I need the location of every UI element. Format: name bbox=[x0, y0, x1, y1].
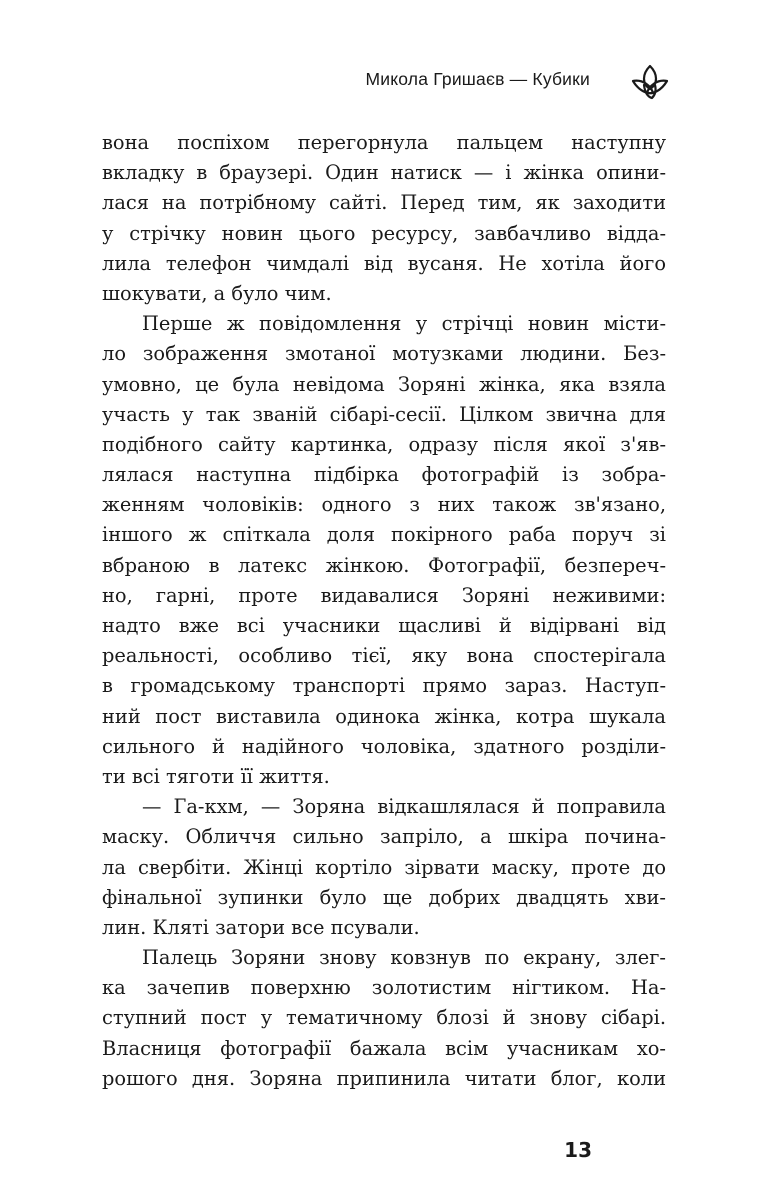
text-line: лила телефон чимдалі від вусаня. Не хотіла його bbox=[102, 251, 666, 275]
text-line: фінальної зупинки було ще добрих двадцять хви- bbox=[102, 885, 666, 909]
text-line: у стрічку новин цього ресурсу, завбачливо відда- bbox=[102, 221, 666, 245]
body-text bbox=[102, 128, 666, 1094]
text-line: Перше ж повідомлення у стрічці новин місти- bbox=[142, 312, 666, 336]
text-line: ка зачепив поверхню золотистим нігтиком. На- bbox=[102, 976, 666, 1000]
text-line: шокувати, а було чим. bbox=[102, 281, 332, 305]
text-line: — Га-кхм, — Зоряна відкашлялася й поправила bbox=[142, 795, 666, 819]
text-line: ла свербіти. Жінці кортіло зірвати маску, проте до bbox=[102, 855, 666, 879]
text-line: вбраною в латекс жінкою. Фотографії, безпереч- bbox=[102, 553, 666, 577]
text-line: Палець Зоряни знову ковзнув по екрану, злег- bbox=[142, 946, 666, 970]
text-line: участь у так званій сібарі-сесії. Цілком звична для bbox=[102, 402, 666, 426]
triquetra-knot-icon bbox=[631, 64, 669, 100]
text-line: лася на потрібному сайті. Перед тим, як заходити bbox=[102, 191, 666, 215]
text-line: умовно, це була невідома Зоряні жінка, яка взяла bbox=[102, 372, 666, 396]
text-line: сильного й надійного чоловіка, здатного розділи- bbox=[102, 734, 666, 758]
running-header bbox=[0, 64, 768, 100]
text-line: ступний пост у тематичному блозі й знову сібарі. bbox=[102, 1006, 666, 1030]
text-line: маску. Обличчя сильно запріло, а шкіра почина- bbox=[102, 825, 666, 849]
text-line: Власниця фотографії бажала всім учасникам хо- bbox=[102, 1036, 666, 1060]
text-line: ти всі тяготи її життя. bbox=[102, 764, 330, 788]
text-line: но, гарні, проте видавалися Зоряні неживими: bbox=[102, 583, 666, 607]
text-line: лин. Кляті затори все псували. bbox=[102, 915, 420, 939]
text-line: рошого дня. Зоряна припинила читати блог, коли bbox=[102, 1066, 666, 1090]
text-line: іншого ж спіткала доля покірного раба поруч зі bbox=[102, 523, 666, 547]
page-number: 13 bbox=[564, 1138, 592, 1162]
text-line: лялася наступна підбірка фотографій із зобра- bbox=[102, 463, 666, 487]
text-line: ний пост виставила одинока жінка, котра шукала bbox=[102, 704, 666, 728]
text-line: вкладку в браузері. Один натиск — і жінка опини- bbox=[102, 161, 666, 185]
text-line: подібного сайту картинка, одразу після якої з'яв- bbox=[102, 432, 666, 456]
text-line: реальності, особливо тієї, яку вона спостерігала bbox=[102, 644, 666, 668]
running-head-title: Микола Гришаєв — Кубики bbox=[365, 69, 590, 89]
text-line: в громадському транспорті прямо зараз. Наступ- bbox=[102, 674, 666, 698]
text-line: женням чоловіків: одного з них також зв'язано, bbox=[102, 493, 666, 517]
text-line: надто вже всі учасники щасливі й відірвані від bbox=[102, 614, 666, 637]
text-line: вона поспіхом перегорнула пальцем наступну bbox=[102, 131, 666, 154]
text-line: ло зображення змотаної мотузками людини. Без- bbox=[102, 342, 666, 366]
